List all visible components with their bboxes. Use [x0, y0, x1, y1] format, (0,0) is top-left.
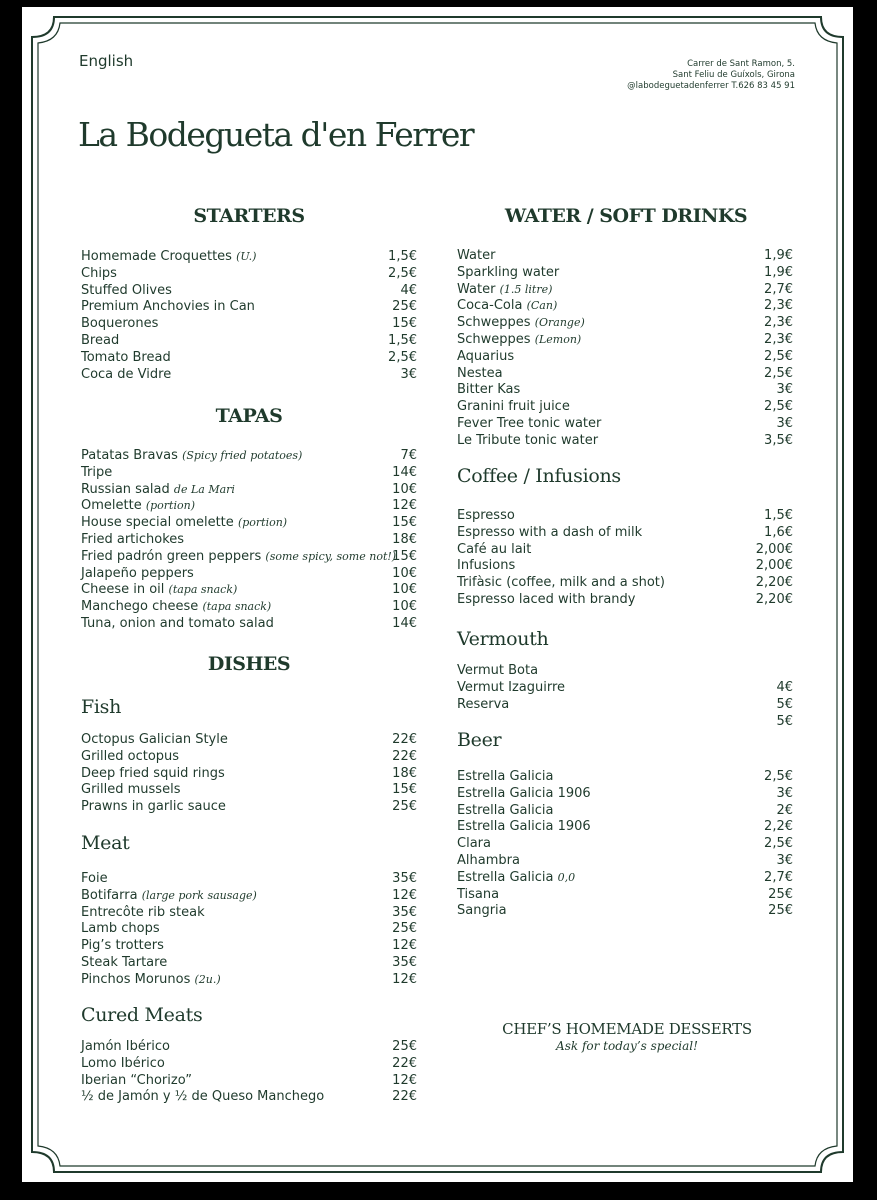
- item-name: Manchego cheese: [81, 599, 199, 615]
- menu-item-name: [457, 575, 665, 590]
- item-name: Aquarius: [457, 348, 515, 364]
- menu-item-price: 35€: [392, 955, 417, 970]
- item-note: de La Mari: [173, 482, 235, 496]
- item-name: Fever Tree tonic water: [457, 416, 602, 431]
- item-note: (Lemon): [534, 333, 582, 346]
- menu-item-price: 2,7€: [764, 281, 793, 297]
- item-name: Schweppes: [457, 315, 531, 331]
- address-line: Sant Feliu de Guíxols, Girona: [672, 70, 795, 80]
- menu-item-name: [457, 803, 553, 818]
- menu-item-name: [81, 299, 255, 314]
- item-note: (portion): [237, 516, 288, 530]
- language-label: English: [79, 52, 134, 70]
- item-name: Deep fried squid rings: [81, 765, 225, 781]
- item-name: Bitter Kas: [457, 382, 521, 398]
- item-name: Grilled mussels: [81, 782, 181, 798]
- menu-item-price: 25€: [392, 1039, 417, 1054]
- menu-item-name: [81, 515, 287, 530]
- item-name: Schweppes: [457, 332, 531, 347]
- item-name: Estrella Galicia 1906: [457, 819, 591, 835]
- menu-item-price: 10€: [392, 481, 417, 497]
- menu-item-name: [457, 315, 585, 330]
- menu-item-name: [457, 349, 514, 364]
- menu-item-name: [81, 599, 271, 614]
- menu-item-price: 22€: [392, 1055, 417, 1071]
- menu-item-price: 15€: [392, 548, 417, 564]
- menu-item-price: 3,5€: [764, 432, 793, 448]
- menu-item-name: [457, 298, 557, 313]
- menu-item-name: [457, 525, 642, 540]
- menu-item-name: [81, 905, 205, 920]
- subsection-heading: Fish: [81, 696, 122, 718]
- item-note: (portion): [145, 499, 195, 513]
- menu-item-name: [81, 938, 164, 953]
- item-name: Pinchos Morunos: [81, 971, 191, 987]
- item-name: Foie: [81, 871, 108, 886]
- menu-item-price: 4€: [776, 680, 793, 695]
- menu-item-price: 2,7€: [764, 869, 793, 885]
- menu-item-price: 2,2€: [764, 819, 793, 835]
- item-note: (2u.): [194, 972, 221, 986]
- menu-item-name: Vermut Bota: [457, 663, 539, 678]
- menu-item-name: [81, 972, 221, 987]
- section-heading: DISHES: [207, 653, 291, 675]
- menu-item-name: [81, 316, 158, 331]
- item-name: Le Tribute tonic water: [457, 432, 599, 448]
- item-name: Boquerones: [81, 316, 159, 332]
- item-name: Espresso: [457, 508, 515, 523]
- menu-item-name: [457, 382, 520, 397]
- menu-item-price: 1,5€: [388, 249, 417, 264]
- menu-item-price: 2,5€: [764, 365, 793, 381]
- menu-item-price: 12€: [392, 938, 417, 954]
- menu-item-price: 35€: [392, 904, 417, 920]
- menu-item-price: 25€: [768, 886, 793, 902]
- menu-item-price: 15€: [392, 316, 417, 332]
- restaurant-address: [627, 59, 795, 92]
- item-name: Russian salad: [81, 481, 170, 497]
- menu-item-name: [81, 1056, 165, 1071]
- menu-item-price: 2,5€: [388, 265, 417, 281]
- item-name: Fried padrón green peppers: [81, 548, 262, 564]
- item-name: House special omelette: [81, 515, 234, 531]
- item-name: Water: [457, 248, 496, 263]
- item-name: Estrella Galicia: [457, 802, 554, 818]
- menu-item-name: [457, 870, 575, 885]
- subsection-heading: Meat: [81, 832, 130, 854]
- menu-item-price: 25€: [392, 799, 417, 815]
- menu-item-price: 35€: [392, 871, 417, 886]
- menu-item-name: [81, 283, 172, 298]
- desserts-subtitle: Ask for today’s special!: [556, 1039, 698, 1053]
- menu-item-price: 2,20€: [755, 575, 793, 591]
- menu-item-price: 1,5€: [764, 508, 793, 523]
- menu-item-name: [457, 332, 581, 347]
- item-name: Espresso laced with brandy: [457, 592, 636, 607]
- menu-item-name: [81, 921, 160, 936]
- item-name: Jalapeño peppers: [81, 565, 194, 581]
- menu-item-price: 3€: [776, 785, 793, 801]
- menu-item-name: [81, 782, 180, 797]
- menu-item-price: 2,00€: [755, 558, 793, 574]
- menu-item-price: 3€: [400, 366, 417, 382]
- section-heading: WATER / SOFT DRINKS: [504, 205, 748, 227]
- menu-item-name: [457, 366, 503, 381]
- section-heading: STARTERS: [193, 205, 305, 227]
- item-name: Patatas Bravas: [81, 448, 178, 463]
- menu-item-price: 7€: [400, 448, 417, 463]
- item-name: Estrella Galicia 1906: [457, 785, 591, 801]
- menu-item-price: 5€: [776, 696, 793, 712]
- item-name: Tisana: [457, 886, 500, 902]
- menu-item-price: 2,20€: [755, 592, 793, 607]
- item-name: Lomo Ibérico: [81, 1055, 165, 1071]
- menu-item-price: 22€: [392, 1089, 417, 1105]
- menu-item-price: 2,5€: [764, 769, 793, 784]
- item-name: Grilled octopus: [81, 748, 180, 764]
- menu-item-price: 18€: [392, 532, 417, 547]
- item-name: Omelette: [81, 498, 142, 514]
- menu-item-name: [457, 399, 570, 414]
- item-name: Steak Tartare: [81, 955, 168, 970]
- item-name: Jamón Ibérico: [81, 1039, 170, 1054]
- item-name: Clara: [457, 836, 491, 852]
- menu-item-name: [81, 498, 195, 513]
- menu-item-name: [81, 799, 226, 814]
- menu-item-name: [81, 749, 179, 764]
- item-name: Alhambra: [457, 853, 520, 868]
- item-name: Estrella Galicia: [457, 769, 554, 784]
- menu-item-price: 10€: [392, 565, 417, 581]
- item-name: Cheese in oil: [81, 582, 165, 598]
- item-name: Octopus Galician Style: [81, 732, 228, 747]
- item-note: (tapa snack): [168, 583, 238, 597]
- subsection-heading: Vermouth: [457, 628, 549, 650]
- item-name: Trifàsic (coffee, milk and a shot): [457, 575, 665, 591]
- menu-item-name: [457, 903, 507, 918]
- menu-item-price: 2,5€: [764, 399, 793, 415]
- menu-item-name: [81, 888, 257, 903]
- item-name: Iberian “Chorizo”: [81, 1072, 192, 1088]
- menu-item-name: [457, 853, 520, 868]
- item-name: Sparkling water: [457, 264, 560, 280]
- menu-item-price: 2€: [776, 802, 793, 818]
- menu-item-price: 2,5€: [764, 836, 793, 852]
- menu-item-price: 4€: [400, 282, 417, 298]
- item-note: 0,0: [557, 870, 576, 884]
- item-name: Coca de Vidre: [81, 366, 172, 382]
- menu-item-name: [457, 433, 598, 448]
- menu-item-name: [457, 416, 601, 431]
- item-note: (U.): [236, 250, 257, 263]
- menu-item-name: [81, 350, 171, 365]
- item-name: Lamb chops: [81, 921, 160, 937]
- menu-item-name: [81, 448, 302, 463]
- desserts-title: CHEF’S HOMEMADE DESSERTS: [502, 1020, 752, 1038]
- menu-item-name: Vermut Izaguirre: [457, 679, 566, 695]
- item-name: Espresso with a dash of milk: [457, 524, 643, 540]
- item-name: Tomato Bread: [81, 349, 171, 365]
- menu-item-name: [457, 769, 553, 784]
- item-name: Chips: [81, 265, 117, 281]
- item-note: (Can): [526, 299, 558, 313]
- menu-item-price: 12€: [392, 498, 417, 514]
- menu-item-price: 25€: [768, 903, 793, 919]
- menu-item-name: [81, 367, 171, 382]
- menu-item-price: 1,9€: [764, 264, 793, 280]
- menu-item-price: 2,5€: [388, 349, 417, 365]
- subsection-heading: Coffee / Infusions: [457, 465, 621, 487]
- menu-item-price: 10€: [392, 582, 417, 598]
- item-name: Tuna, onion and tomato salad: [81, 616, 274, 631]
- menu-item-name: [81, 1089, 324, 1104]
- item-name: Nestea: [457, 365, 503, 381]
- item-name: Water: [457, 281, 496, 297]
- menu-item-price: 3€: [776, 382, 793, 398]
- menu-item-name: [457, 558, 515, 573]
- menu-item-name: [81, 955, 167, 970]
- menu-item-price: 2,3€: [764, 298, 793, 314]
- menu-item-name: [81, 482, 235, 497]
- restaurant-title: La Bodegueta d'en Ferrer: [78, 115, 474, 154]
- menu-item-price: 5€: [776, 713, 793, 729]
- menu-item-name: [81, 465, 112, 480]
- item-name: Café au lait: [457, 541, 532, 557]
- menu-item-name: [81, 766, 225, 781]
- menu-item-name: [81, 333, 119, 348]
- menu-item-name: [457, 542, 531, 557]
- menu-item-name: Reserva: [457, 696, 510, 712]
- item-note: (Spicy fried potatoes): [182, 449, 303, 462]
- menu-item-price: 14€: [392, 616, 417, 631]
- item-name: Premium Anchovies in Can: [81, 299, 255, 315]
- menu-item-name: [81, 1073, 192, 1088]
- menu-item-price: 25€: [392, 299, 417, 315]
- menu-item-name: [457, 786, 591, 801]
- item-name: Sangria: [457, 903, 507, 919]
- menu-item-price: 1,5€: [388, 333, 417, 348]
- menu-item-name: [457, 508, 515, 523]
- menu-item-price: 2,00€: [755, 541, 793, 557]
- menu-item-name: [457, 887, 499, 902]
- menu-item-name: [81, 582, 237, 597]
- item-note: (1.5 litre): [499, 282, 553, 296]
- menu-item-price: 2,3€: [764, 332, 793, 347]
- item-name: Botifarra: [81, 887, 138, 903]
- menu-item-price: 2,5€: [764, 348, 793, 364]
- menu-item-name: [457, 819, 591, 834]
- item-name: Tripe: [81, 464, 113, 480]
- menu-item-price: 3€: [776, 416, 793, 431]
- menu-item-name: [457, 836, 491, 851]
- item-name: Bread: [81, 333, 120, 348]
- menu-item-price: 12€: [392, 971, 417, 987]
- menu-item-price: 12€: [392, 1072, 417, 1088]
- item-note: (Orange): [534, 316, 585, 330]
- subsection-heading: Cured Meats: [81, 1004, 203, 1026]
- menu-item-price: 10€: [392, 599, 417, 615]
- menu-item-name: [81, 871, 108, 886]
- contact-line: @labodeguetadenferrer T.626 83 45 91: [627, 81, 795, 91]
- menu-item-price: 22€: [392, 748, 417, 764]
- item-name: Estrella Galicia: [457, 869, 554, 885]
- menu-item-name: [457, 282, 552, 297]
- menu-item-name: [81, 532, 184, 547]
- item-note: (some spicy, some not!): [265, 549, 397, 563]
- menu-item-name: [81, 616, 274, 631]
- menu-item-price: 1,6€: [764, 524, 793, 540]
- menu-item-price: 15€: [392, 782, 417, 798]
- item-name: Homemade Croquettes: [81, 249, 232, 264]
- menu-item-price: 18€: [392, 765, 417, 781]
- item-name: Coca-Cola: [457, 298, 523, 314]
- section-heading: TAPAS: [215, 405, 283, 427]
- menu-item-price: 3€: [776, 853, 793, 868]
- item-note: (tapa snack): [202, 600, 272, 614]
- menu-item-name: [81, 266, 117, 281]
- menu-item-price: 15€: [392, 515, 417, 531]
- menu-item-name: [81, 732, 228, 747]
- menu-item-name: [457, 592, 636, 607]
- item-name: Infusions: [457, 558, 516, 574]
- menu-page: [22, 7, 853, 1182]
- address-line: Carrer de Sant Ramon, 5.: [687, 59, 795, 69]
- item-name: Prawns in garlic sauce: [81, 799, 226, 815]
- menu-item-name: [457, 265, 559, 280]
- menu-item-price: 1,9€: [764, 248, 793, 263]
- item-name: Stuffed Olives: [81, 282, 172, 298]
- menu-item-name: [81, 1039, 170, 1054]
- item-name: Entrecôte rib steak: [81, 904, 205, 920]
- menu-item-price: 12€: [392, 887, 417, 903]
- menu-item-name: [457, 248, 495, 263]
- menu-item-name: [81, 249, 256, 264]
- menu-item-price: 14€: [392, 464, 417, 480]
- subsection-heading: Beer: [457, 729, 502, 751]
- item-name: Fried artichokes: [81, 532, 185, 547]
- item-note: (large pork sausage): [141, 888, 257, 902]
- menu-item-price: 25€: [392, 921, 417, 937]
- item-name: Pig’s trotters: [81, 938, 164, 954]
- menu-item-price: 22€: [392, 732, 417, 747]
- menu-item-price: 2,3€: [764, 315, 793, 331]
- menu-item-name: [81, 566, 194, 581]
- item-name: Granini fruit juice: [457, 399, 570, 415]
- item-name: ½ de Jamón y ½ de Queso Manchego: [81, 1089, 325, 1105]
